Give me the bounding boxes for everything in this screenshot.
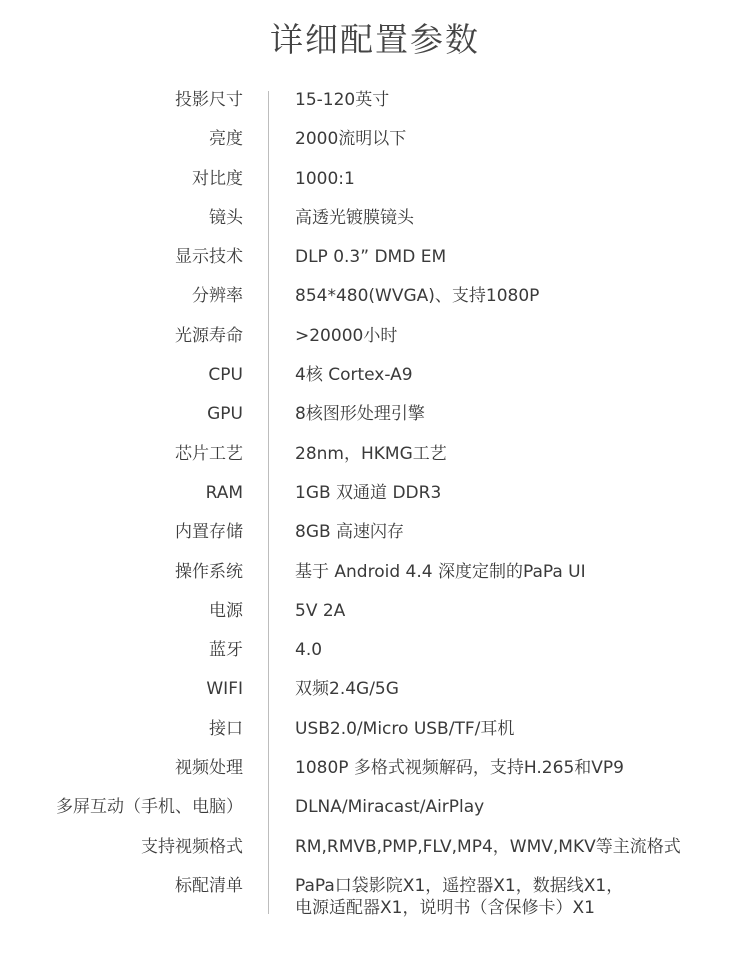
spec-row-video-formats bbox=[0, 832, 750, 871]
spec-label: 视频处理 bbox=[175, 758, 243, 779]
spec-label: RAM bbox=[205, 482, 243, 503]
spec-row-bluetooth bbox=[0, 635, 750, 674]
spec-row-cpu bbox=[0, 360, 750, 399]
spec-row-contrast bbox=[0, 164, 750, 203]
spec-value: 5V 2A bbox=[295, 600, 346, 621]
spec-label: 标配清单 bbox=[175, 875, 243, 896]
spec-value: 15-120英寸 bbox=[295, 90, 390, 110]
spec-label: 蓝牙 bbox=[209, 640, 243, 661]
spec-row-multiscreen bbox=[0, 792, 750, 831]
spec-value: 高透光镀膜镜头 bbox=[295, 207, 414, 228]
spec-label: WIFI bbox=[206, 679, 243, 700]
spec-value: USB2.0/Micro USB/TF/耳机 bbox=[295, 718, 515, 739]
spec-row-projection-size bbox=[0, 85, 750, 124]
spec-row-storage bbox=[0, 517, 750, 556]
spec-value: 4.0 bbox=[295, 640, 323, 661]
spec-value: 854*480(WVGA)、支持1080P bbox=[295, 286, 540, 307]
spec-row-interfaces bbox=[0, 714, 750, 753]
spec-label: CPU bbox=[208, 365, 243, 386]
spec-row-display-tech bbox=[0, 242, 750, 281]
spec-table bbox=[0, 85, 750, 945]
spec-value: DLP 0.3” DMD EM bbox=[295, 247, 447, 268]
spec-row-chip-process bbox=[0, 439, 750, 478]
spec-row-light-life bbox=[0, 321, 750, 360]
spec-row-power bbox=[0, 596, 750, 635]
spec-row-ram bbox=[0, 478, 750, 517]
spec-value: 28nm，HKMG工艺 bbox=[295, 443, 447, 464]
spec-row-brightness bbox=[0, 124, 750, 163]
spec-row-gpu bbox=[0, 399, 750, 438]
spec-value: 8GB 高速闪存 bbox=[295, 522, 405, 543]
page-title: 详细配置参数 bbox=[270, 20, 480, 59]
spec-value: 1GB 双通道 DDR3 bbox=[295, 482, 442, 503]
spec-value: 双频2.4G/5G bbox=[295, 679, 399, 700]
spec-label: 电源 bbox=[209, 600, 243, 621]
spec-label: 多屏互动（手机、电脑） bbox=[56, 797, 243, 818]
spec-value: 2000流明以下 bbox=[295, 129, 407, 150]
spec-label: 支持视频格式 bbox=[141, 836, 243, 857]
spec-label: 镜头 bbox=[209, 207, 243, 228]
spec-row-lens bbox=[0, 203, 750, 242]
spec-row-os bbox=[0, 557, 750, 596]
spec-value: 4核 Cortex-A9 bbox=[295, 365, 413, 386]
spec-value: >20000小时 bbox=[295, 325, 398, 346]
spec-label: 芯片工艺 bbox=[175, 443, 243, 464]
package-line-2: 电源适配器X1，说明书（含保修卡）X1 bbox=[295, 897, 595, 918]
spec-value: 1000:1 bbox=[295, 168, 355, 189]
spec-value: 1080P 多格式视频解码，支持H.265和VP9 bbox=[295, 758, 624, 779]
spec-label: 分辨率 bbox=[192, 286, 243, 307]
spec-label: GPU bbox=[207, 404, 243, 425]
spec-label: 操作系统 bbox=[175, 561, 243, 582]
spec-value: 基于 Android 4.4 深度定制的PaPa UI bbox=[295, 561, 586, 582]
spec-row-resolution bbox=[0, 281, 750, 320]
spec-value bbox=[295, 875, 715, 919]
spec-label: 接口 bbox=[209, 718, 243, 739]
spec-label: 显示技术 bbox=[175, 247, 243, 268]
spec-label: 对比度 bbox=[192, 168, 243, 189]
spec-label: 亮度 bbox=[209, 129, 243, 150]
spec-value: RM,RMVB,PMP,FLV,MP4，WMV,MKV等主流格式 bbox=[295, 836, 681, 857]
spec-value: DLNA/Miracast/AirPlay bbox=[295, 797, 485, 818]
spec-label: 投影尺寸 bbox=[175, 90, 243, 110]
spec-row-wifi bbox=[0, 674, 750, 713]
spec-value: 8核图形处理引擎 bbox=[295, 404, 425, 425]
spec-label: 内置存储 bbox=[175, 522, 243, 543]
spec-label: 光源寿命 bbox=[175, 325, 243, 346]
package-line-1: PaPa口袋影院X1，遥控器X1，数据线X1， bbox=[295, 875, 624, 896]
spec-row-package-contents bbox=[0, 871, 750, 945]
spec-row-video-processing bbox=[0, 753, 750, 792]
